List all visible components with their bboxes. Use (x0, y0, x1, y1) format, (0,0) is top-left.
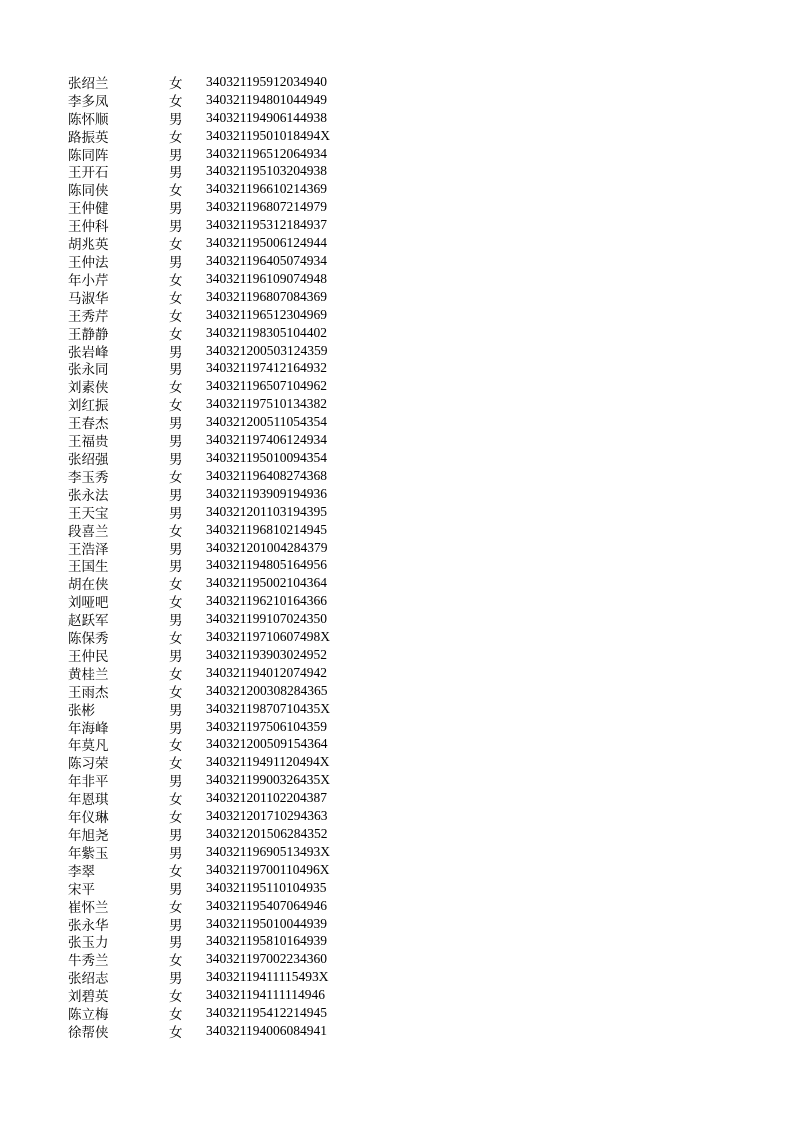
table-row (68, 377, 368, 395)
gender-cell: 男 (169, 845, 183, 862)
gender-cell: 男 (169, 881, 183, 898)
gender-cell: 女 (169, 93, 183, 110)
gender-cell: 女 (169, 792, 183, 809)
gender-cell: 男 (169, 487, 183, 504)
gender-cell: 男 (169, 935, 183, 952)
name-cell: 徐帮侠 (68, 1024, 109, 1041)
name-cell: 王浩泽 (68, 541, 109, 558)
id-number-cell: 340321201710294363 (206, 808, 328, 824)
id-number-cell: 340321194111114946 (206, 987, 325, 1003)
id-number-cell: 340321200509154364 (206, 736, 328, 752)
id-number-cell: 34032119491120494X (206, 754, 330, 770)
gender-cell: 女 (169, 595, 183, 612)
table-row (68, 664, 368, 682)
name-cell: 年恩琪 (68, 792, 109, 809)
name-cell: 年小芹 (68, 272, 109, 289)
name-cell: 王开石 (68, 165, 109, 182)
name-cell: 李玉秀 (68, 469, 109, 486)
id-number-cell: 340321196807214979 (206, 199, 327, 215)
name-cell: 路振英 (68, 129, 109, 146)
id-number-cell: 340321195010044939 (206, 915, 327, 931)
gender-cell: 男 (169, 505, 183, 522)
id-number-cell: 340321195010094354 (206, 449, 327, 465)
name-cell: 牛秀兰 (68, 953, 109, 970)
name-cell: 王秀芹 (68, 308, 109, 325)
table-row (68, 109, 368, 127)
table-row (68, 324, 368, 342)
gender-cell: 女 (169, 953, 183, 970)
gender-cell: 女 (169, 666, 183, 683)
gender-cell: 女 (169, 523, 183, 540)
gender-cell: 男 (169, 702, 183, 719)
id-number-cell: 340321195407064946 (206, 897, 327, 913)
table-row (68, 789, 368, 807)
gender-cell: 女 (169, 398, 183, 415)
name-cell: 陈立梅 (68, 1007, 109, 1024)
name-cell: 宋平 (68, 881, 95, 898)
id-number-cell: 340321196210164366 (206, 593, 327, 609)
table-row (68, 73, 368, 91)
table-row (68, 736, 368, 754)
name-cell: 张绍志 (68, 971, 109, 988)
id-number-cell: 340321196405074934 (206, 253, 327, 269)
name-cell: 张绍兰 (68, 75, 109, 92)
name-cell: 崔怀兰 (68, 899, 109, 916)
name-cell: 王仲健 (68, 201, 109, 218)
gender-cell: 男 (169, 774, 183, 791)
gender-cell: 男 (169, 201, 183, 218)
name-cell: 王仲民 (68, 648, 109, 665)
gender-cell: 女 (169, 810, 183, 827)
table-row (68, 843, 368, 861)
id-number-cell: 340321194801044949 (206, 91, 327, 107)
table-row (68, 288, 368, 306)
table-row (68, 592, 368, 610)
id-number-cell: 340321197506104359 (206, 718, 327, 734)
id-number-cell: 340321196610214369 (206, 181, 327, 197)
name-cell: 王静静 (68, 326, 109, 343)
gender-cell: 女 (169, 469, 183, 486)
id-number-cell: 340321197510134382 (206, 396, 327, 412)
name-cell: 年仪琳 (68, 810, 109, 827)
name-cell: 张永同 (68, 362, 109, 379)
id-number-cell: 34032119700110496X (206, 861, 330, 877)
name-cell: 张永法 (68, 487, 109, 504)
table-row (68, 718, 368, 736)
table-row (68, 145, 368, 163)
name-cell: 年紫玉 (68, 845, 109, 862)
name-cell: 王国生 (68, 559, 109, 576)
id-number-cell: 340321194006084941 (206, 1022, 327, 1038)
id-number-cell: 340321197412164932 (206, 360, 327, 376)
table-row (68, 771, 368, 789)
name-cell: 刘哑吧 (68, 595, 109, 612)
table-row (68, 306, 368, 324)
table-row (68, 163, 368, 181)
id-number-cell: 340321195002104364 (206, 575, 327, 591)
name-cell: 陈同侠 (68, 183, 109, 200)
id-number-cell: 340321201102204387 (206, 790, 327, 806)
table-row (68, 682, 368, 700)
id-number-cell: 34032119690513493X (206, 843, 330, 859)
table-row (68, 467, 368, 485)
id-number-cell: 340321200308284365 (206, 682, 328, 698)
gender-cell: 女 (169, 989, 183, 1006)
table-row (68, 861, 368, 879)
name-cell: 年非平 (68, 774, 109, 791)
table-row (68, 1022, 368, 1040)
gender-cell: 男 (169, 111, 183, 128)
table-row (68, 234, 368, 252)
table-row (68, 91, 368, 109)
id-number-cell: 34032119870710435X (206, 700, 330, 716)
id-number-cell: 340321195103204938 (206, 163, 327, 179)
gender-cell: 女 (169, 290, 183, 307)
id-number-cell: 340321197002234360 (206, 951, 327, 967)
table-row (68, 216, 368, 234)
gender-cell: 男 (169, 917, 183, 934)
table-row (68, 413, 368, 431)
name-cell: 张彬 (68, 702, 95, 719)
gender-cell: 男 (169, 219, 183, 236)
gender-cell: 女 (169, 183, 183, 200)
name-cell: 刘红振 (68, 398, 109, 415)
id-number-cell: 340321201506284352 (206, 826, 328, 842)
gender-cell: 男 (169, 147, 183, 164)
gender-cell: 女 (169, 1007, 183, 1024)
id-number-cell: 340321201004284379 (206, 539, 328, 555)
gender-cell: 男 (169, 362, 183, 379)
gender-cell: 女 (169, 684, 183, 701)
id-number-cell: 340321195006124944 (206, 235, 327, 251)
name-cell: 马淑华 (68, 290, 109, 307)
gender-cell: 女 (169, 272, 183, 289)
id-number-cell: 340321195912034940 (206, 73, 327, 89)
id-number-cell: 34032119501018494X (206, 127, 330, 143)
name-cell: 王春杰 (68, 416, 109, 433)
table-row (68, 933, 368, 951)
gender-cell: 男 (169, 165, 183, 182)
gender-cell: 男 (169, 828, 183, 845)
table-row (68, 270, 368, 288)
table-row (68, 485, 368, 503)
name-cell: 胡兆英 (68, 237, 109, 254)
table-row (68, 252, 368, 270)
id-number-cell: 340321196408274368 (206, 467, 327, 483)
id-number-cell: 340321196810214945 (206, 521, 327, 537)
id-number-cell: 340321199107024350 (206, 611, 327, 627)
gender-cell: 女 (169, 577, 183, 594)
gender-cell: 男 (169, 255, 183, 272)
gender-cell: 女 (169, 899, 183, 916)
table-row (68, 986, 368, 1004)
id-number-cell: 340321193903024952 (206, 646, 327, 662)
name-cell: 刘素侠 (68, 380, 109, 397)
id-number-cell: 340321193909194936 (206, 485, 327, 501)
name-cell: 年莫凡 (68, 738, 109, 755)
id-number-cell: 34032119710607498X (206, 629, 330, 645)
name-cell: 陈保秀 (68, 631, 109, 648)
name-cell: 刘碧英 (68, 989, 109, 1006)
id-number-cell: 340321196807084369 (206, 288, 327, 304)
name-cell: 王雨杰 (68, 684, 109, 701)
id-number-cell: 340321196109074948 (206, 270, 327, 286)
table-row (68, 950, 368, 968)
id-number-cell: 340321194012074942 (206, 664, 327, 680)
table-row (68, 395, 368, 413)
table-row (68, 574, 368, 592)
name-cell: 张玉力 (68, 935, 109, 952)
gender-cell: 男 (169, 971, 183, 988)
table-row (68, 807, 368, 825)
name-cell: 李多凤 (68, 93, 109, 110)
table-row (68, 521, 368, 539)
gender-cell: 男 (169, 541, 183, 558)
id-number-cell: 34032119411115493X (206, 969, 329, 985)
id-number-cell: 340321194906144938 (206, 109, 327, 125)
gender-cell: 男 (169, 416, 183, 433)
table-row (68, 539, 368, 557)
table-row (68, 610, 368, 628)
gender-cell: 女 (169, 129, 183, 146)
name-cell: 段喜兰 (68, 523, 109, 540)
table-row (68, 342, 368, 360)
gender-cell: 男 (169, 559, 183, 576)
table-row (68, 198, 368, 216)
table-row (68, 753, 368, 771)
name-cell: 赵跃军 (68, 613, 109, 630)
table-row (68, 968, 368, 986)
table-row (68, 646, 368, 664)
table-row (68, 127, 368, 145)
gender-cell: 女 (169, 738, 183, 755)
gender-cell: 女 (169, 380, 183, 397)
name-cell: 王仲科 (68, 219, 109, 236)
name-cell: 张绍强 (68, 451, 109, 468)
id-number-cell: 340321196507104962 (206, 378, 327, 394)
id-number-cell: 340321194805164956 (206, 557, 327, 573)
gender-cell: 女 (169, 75, 183, 92)
name-cell: 王仲法 (68, 255, 109, 272)
table-row (68, 915, 368, 933)
name-cell: 张岩峰 (68, 344, 109, 361)
id-number-cell: 340321196512304969 (206, 306, 327, 322)
id-number-cell: 34032119900326435X (206, 772, 330, 788)
id-number-cell: 340321200511054354 (206, 414, 327, 430)
name-cell: 陈同阵 (68, 147, 109, 164)
gender-cell: 男 (169, 613, 183, 630)
id-number-cell: 340321195810164939 (206, 933, 327, 949)
gender-cell: 女 (169, 326, 183, 343)
name-cell: 王福贵 (68, 434, 109, 451)
id-number-cell: 340321195412214945 (206, 1005, 327, 1021)
id-number-cell: 340321201103194395 (206, 503, 327, 519)
name-cell: 年旭尧 (68, 828, 109, 845)
id-number-cell: 340321197406124934 (206, 432, 327, 448)
roster-table (68, 73, 368, 1040)
name-cell: 陈习荣 (68, 756, 109, 773)
table-row (68, 431, 368, 449)
name-cell: 李翠 (68, 863, 95, 880)
table-row (68, 180, 368, 198)
gender-cell: 男 (169, 451, 183, 468)
table-row (68, 503, 368, 521)
id-number-cell: 340321198305104402 (206, 324, 327, 340)
table-row (68, 700, 368, 718)
table-row (68, 449, 368, 467)
gender-cell: 女 (169, 756, 183, 773)
name-cell: 张永华 (68, 917, 109, 934)
gender-cell: 女 (169, 308, 183, 325)
name-cell: 王天宝 (68, 505, 109, 522)
table-row (68, 1004, 368, 1022)
id-number-cell: 340321196512064934 (206, 145, 327, 161)
id-number-cell: 340321200503124359 (206, 342, 328, 358)
id-number-cell: 340321195110104935 (206, 879, 327, 895)
table-row (68, 825, 368, 843)
table-row (68, 879, 368, 897)
name-cell: 胡在侠 (68, 577, 109, 594)
gender-cell: 男 (169, 344, 183, 361)
gender-cell: 女 (169, 237, 183, 254)
name-cell: 陈怀顺 (68, 111, 109, 128)
table-row (68, 897, 368, 915)
gender-cell: 女 (169, 863, 183, 880)
table-row (68, 556, 368, 574)
name-cell: 年海峰 (68, 720, 109, 737)
gender-cell: 男 (169, 720, 183, 737)
gender-cell: 女 (169, 1024, 183, 1041)
table-row (68, 360, 368, 378)
gender-cell: 男 (169, 434, 183, 451)
name-cell: 黄桂兰 (68, 666, 109, 683)
gender-cell: 男 (169, 648, 183, 665)
gender-cell: 女 (169, 631, 183, 648)
table-row (68, 628, 368, 646)
id-number-cell: 340321195312184937 (206, 217, 327, 233)
